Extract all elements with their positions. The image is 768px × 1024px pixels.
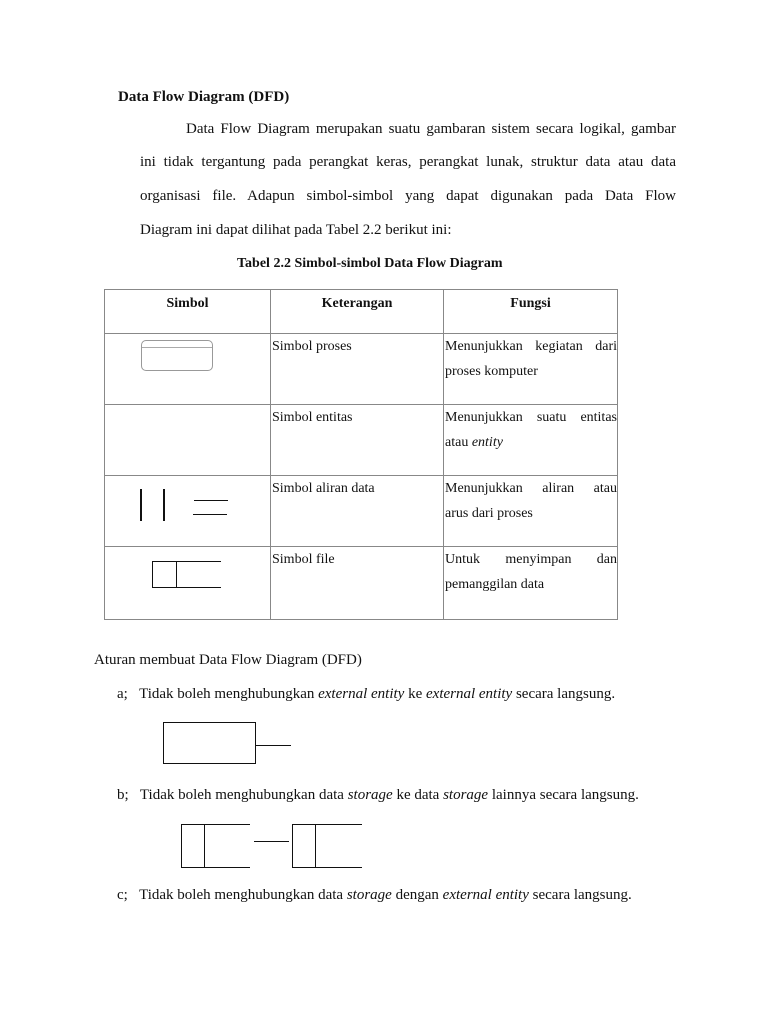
- paragraph-line: Diagram ini dapat dilihat pada Tabel 2.2 berikut ini:: [140, 222, 452, 238]
- process-symbol-divider: [142, 347, 212, 348]
- rules-title: Aturan membuat Data Flow Diagram (DFD): [94, 652, 362, 668]
- rule-text: Tidak boleh menghubungkan data: [139, 887, 347, 903]
- keterangan-cell: Simbol proses: [271, 334, 444, 405]
- section-heading: Data Flow Diagram (DFD): [118, 89, 290, 105]
- storage-divider: [315, 824, 316, 867]
- table-caption: Tabel 2.2 Simbol-simbol Data Flow Diagram: [237, 256, 503, 271]
- rule-italic: storage: [346, 887, 392, 903]
- fungsi-line: atau: [445, 435, 472, 450]
- rule-item-c: [117, 887, 632, 904]
- storage-divider: [204, 824, 205, 867]
- rule-text: Tidak boleh menghubungkan data: [139, 787, 348, 803]
- rule-text: secara langsung.: [512, 686, 616, 702]
- table-row: [105, 476, 618, 547]
- paragraph-line: Data Flow Diagram merupakan suatu gambaran sistem secara logikal, gambar: [186, 121, 676, 137]
- data-storage-symbol: [181, 824, 250, 868]
- rule-marker: c;: [117, 887, 128, 903]
- file-symbol: [152, 561, 221, 588]
- rule-text: lainnya secara langsung.: [488, 787, 639, 803]
- paragraph-line: ini tidak tergantung pada perangkat keras, perangkat lunak, struktur data atau data: [140, 154, 676, 170]
- fungsi-line: pemanggilan data: [445, 577, 545, 592]
- process-symbol: [141, 340, 213, 371]
- fungsi-cell: [444, 476, 618, 547]
- header-fungsi: Fungsi: [444, 290, 618, 334]
- fungsi-italic: entity: [471, 435, 503, 450]
- flow-horizontal-line: [193, 514, 227, 515]
- paragraph-line: organisasi file. Adapun simbol-simbol yang dapat digunakan pada Data Flow: [140, 188, 676, 204]
- flow-vertical-line: [163, 489, 165, 521]
- flow-vertical-line: [140, 489, 142, 521]
- rule-italic: external entity: [442, 887, 529, 903]
- table-row: [105, 405, 618, 476]
- table-header-row: [105, 290, 618, 334]
- fungsi-line: arus dari proses: [445, 506, 533, 521]
- rule-text: Tidak boleh menghubungkan: [139, 686, 319, 702]
- rule-marker: a;: [117, 686, 128, 702]
- rule-italic: external entity: [426, 686, 513, 702]
- fungsi-line: Menunjukkan suatu entitas: [445, 410, 617, 425]
- fungsi-line: proses komputer: [445, 364, 538, 379]
- fungsi-cell: [444, 334, 618, 405]
- connector-line: [254, 841, 289, 842]
- data-storage-symbol: [292, 824, 362, 868]
- keterangan-cell: Simbol aliran data: [271, 476, 444, 547]
- rule-text: secara langsung.: [528, 887, 632, 903]
- rule-item-a: [117, 686, 615, 703]
- connector-line: [255, 745, 291, 746]
- keterangan-cell: Simbol file: [271, 547, 444, 620]
- rule-italic: external entity: [318, 686, 405, 702]
- rule-italic: storage: [443, 787, 489, 803]
- rule-text: ke: [404, 686, 426, 702]
- keterangan-cell: Simbol entitas: [271, 405, 444, 476]
- fungsi-line: Menunjukkan kegiatan dari: [445, 339, 617, 354]
- rule-text: ke data: [392, 787, 444, 803]
- header-keterangan: Keterangan: [271, 290, 444, 334]
- rule-marker: b;: [117, 787, 129, 803]
- file-symbol-divider: [176, 561, 177, 587]
- fungsi-line: Menunjukkan aliran atau: [445, 481, 617, 496]
- data-flow-icon: [105, 476, 271, 547]
- fungsi-line: Untuk menyimpan dan: [445, 552, 617, 567]
- flow-horizontal-line: [194, 500, 228, 501]
- rule-item-b: [117, 787, 639, 804]
- header-simbol: Simbol: [105, 290, 271, 334]
- rule-text: dengan: [391, 887, 443, 903]
- fungsi-cell: [444, 547, 618, 620]
- fungsi-cell: [444, 405, 618, 476]
- entity-icon: [105, 405, 271, 476]
- external-entity-box: [163, 722, 256, 764]
- rule-italic: storage: [347, 787, 393, 803]
